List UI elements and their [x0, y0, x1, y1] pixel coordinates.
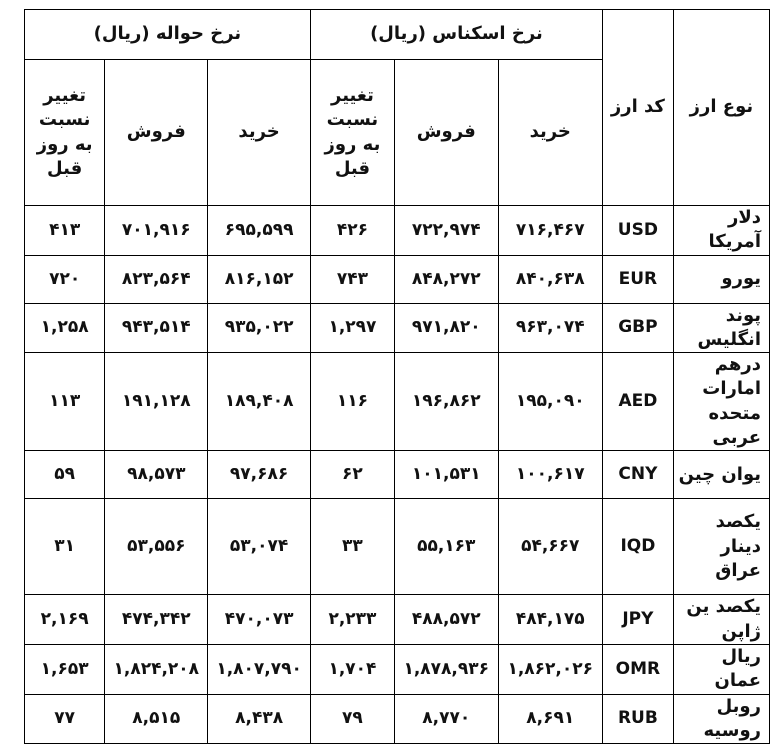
header-transfer-sell: فروش	[105, 60, 208, 206]
currency-name-cell: درهم امارات متحده عربی	[673, 353, 769, 451]
currency-name-cell: یوان چین	[673, 451, 769, 499]
cash-change-cell: ۱,۲۹۷	[310, 303, 394, 353]
cash-change-cell: ۶۲	[310, 451, 394, 499]
transfer-sell-cell: ۹۸,۵۷۳	[105, 451, 208, 499]
cash-sell-cell: ۹۷۱,۸۲۰	[394, 303, 498, 353]
header-currency-type: نوع ارز	[673, 10, 769, 206]
currency-code-cell: AED	[603, 353, 674, 451]
cash-sell-cell: ۸۴۸,۲۷۲	[394, 255, 498, 303]
table-row	[25, 255, 770, 303]
table-row	[25, 499, 770, 595]
transfer-sell-cell: ۸,۵۱۵	[105, 694, 208, 744]
transfer-buy-cell: ۸,۴۳۸	[208, 694, 311, 744]
cash-buy-cell: ۵۴,۶۶۷	[498, 499, 603, 595]
rates-table-container	[24, 9, 770, 744]
table-row	[25, 644, 770, 694]
cash-sell-cell: ۱۰۱,۵۳۱	[394, 451, 498, 499]
cash-buy-cell: ۸,۶۹۱	[498, 694, 603, 744]
currency-name-cell: یکصد دینار عراق	[673, 499, 769, 595]
transfer-change-cell: ۱,۲۵۸	[25, 303, 105, 353]
currency-code-cell: USD	[603, 206, 674, 256]
transfer-buy-cell: ۱۸۹,۴۰۸	[208, 353, 311, 451]
currency-name-cell: یکصد ین ژاپن	[673, 595, 769, 645]
currency-code-cell: EUR	[603, 255, 674, 303]
transfer-sell-cell: ۱,۸۲۴,۲۰۸	[105, 644, 208, 694]
transfer-buy-cell: ۴۷۰,۰۷۳	[208, 595, 311, 645]
cash-change-cell: ۴۲۶	[310, 206, 394, 256]
currency-code-cell: GBP	[603, 303, 674, 353]
transfer-change-cell: ۷۷	[25, 694, 105, 744]
table-row	[25, 694, 770, 744]
transfer-buy-cell: ۶۹۵,۵۹۹	[208, 206, 311, 256]
transfer-change-cell: ۱,۶۵۳	[25, 644, 105, 694]
table-row	[25, 353, 770, 451]
cash-change-cell: ۱,۷۰۴	[310, 644, 394, 694]
header-currency-code: کد ارز	[603, 10, 674, 206]
cash-change-cell: ۷۹	[310, 694, 394, 744]
transfer-buy-cell: ۸۱۶,۱۵۲	[208, 255, 311, 303]
currency-code-cell: IQD	[603, 499, 674, 595]
header-transfer-change: تغییر نسبت به روز قبل	[25, 60, 105, 206]
transfer-change-cell: ۱۱۳	[25, 353, 105, 451]
header-cash-buy: خرید	[498, 60, 603, 206]
transfer-change-cell: ۳۱	[25, 499, 105, 595]
cash-change-cell: ۱۱۶	[310, 353, 394, 451]
table-row	[25, 595, 770, 645]
cash-change-cell: ۲,۲۳۳	[310, 595, 394, 645]
cash-sell-cell: ۱,۸۷۸,۹۳۶	[394, 644, 498, 694]
cash-change-cell: ۳۳	[310, 499, 394, 595]
cash-buy-cell: ۱,۸۶۲,۰۲۶	[498, 644, 603, 694]
transfer-buy-cell: ۹۳۵,۰۲۲	[208, 303, 311, 353]
cash-sell-cell: ۴۸۸,۵۷۲	[394, 595, 498, 645]
transfer-buy-cell: ۵۳,۰۷۴	[208, 499, 311, 595]
currency-code-cell: RUB	[603, 694, 674, 744]
cash-sell-cell: ۷۲۲,۹۷۴	[394, 206, 498, 256]
header-transfer-buy: خرید	[208, 60, 311, 206]
cash-buy-cell: ۴۸۴,۱۷۵	[498, 595, 603, 645]
transfer-buy-cell: ۹۷,۶۸۶	[208, 451, 311, 499]
cash-buy-cell: ۱۹۵,۰۹۰	[498, 353, 603, 451]
transfer-change-cell: ۲,۱۶۹	[25, 595, 105, 645]
header-banknote-rate: نرخ اسکناس (ریال)	[310, 10, 602, 60]
currency-code-cell: JPY	[603, 595, 674, 645]
table-row	[25, 303, 770, 353]
cash-change-cell: ۷۴۳	[310, 255, 394, 303]
cash-buy-cell: ۷۱۶,۴۶۷	[498, 206, 603, 256]
transfer-sell-cell: ۵۳,۵۵۶	[105, 499, 208, 595]
currency-name-cell: ریال عمان	[673, 644, 769, 694]
transfer-buy-cell: ۱,۸۰۷,۷۹۰	[208, 644, 311, 694]
table-row	[25, 451, 770, 499]
currency-name-cell: پوند انگلیس	[673, 303, 769, 353]
transfer-sell-cell: ۷۰۱,۹۱۶	[105, 206, 208, 256]
transfer-change-cell: ۴۱۳	[25, 206, 105, 256]
cash-buy-cell: ۸۴۰,۶۳۸	[498, 255, 603, 303]
transfer-change-cell: ۷۲۰	[25, 255, 105, 303]
transfer-change-cell: ۵۹	[25, 451, 105, 499]
transfer-sell-cell: ۸۲۳,۵۶۴	[105, 255, 208, 303]
header-cash-change: تغییر نسبت به روز قبل	[310, 60, 394, 206]
transfer-sell-cell: ۱۹۱,۱۲۸	[105, 353, 208, 451]
transfer-sell-cell: ۴۷۴,۳۴۲	[105, 595, 208, 645]
exchange-rates-table	[24, 9, 770, 744]
header-transfer-rate: نرخ حواله (ریال)	[25, 10, 311, 60]
currency-name-cell: یورو	[673, 255, 769, 303]
currency-name-cell: دلار آمریکا	[673, 206, 769, 256]
currency-code-cell: OMR	[603, 644, 674, 694]
transfer-sell-cell: ۹۴۳,۵۱۴	[105, 303, 208, 353]
cash-sell-cell: ۵۵,۱۶۳	[394, 499, 498, 595]
cash-buy-cell: ۱۰۰,۶۱۷	[498, 451, 603, 499]
currency-name-cell: روبل روسیه	[673, 694, 769, 744]
cash-buy-cell: ۹۶۳,۰۷۴	[498, 303, 603, 353]
cash-sell-cell: ۱۹۶,۸۶۲	[394, 353, 498, 451]
header-cash-sell: فروش	[394, 60, 498, 206]
table-row	[25, 206, 770, 256]
cash-sell-cell: ۸,۷۷۰	[394, 694, 498, 744]
currency-code-cell: CNY	[603, 451, 674, 499]
